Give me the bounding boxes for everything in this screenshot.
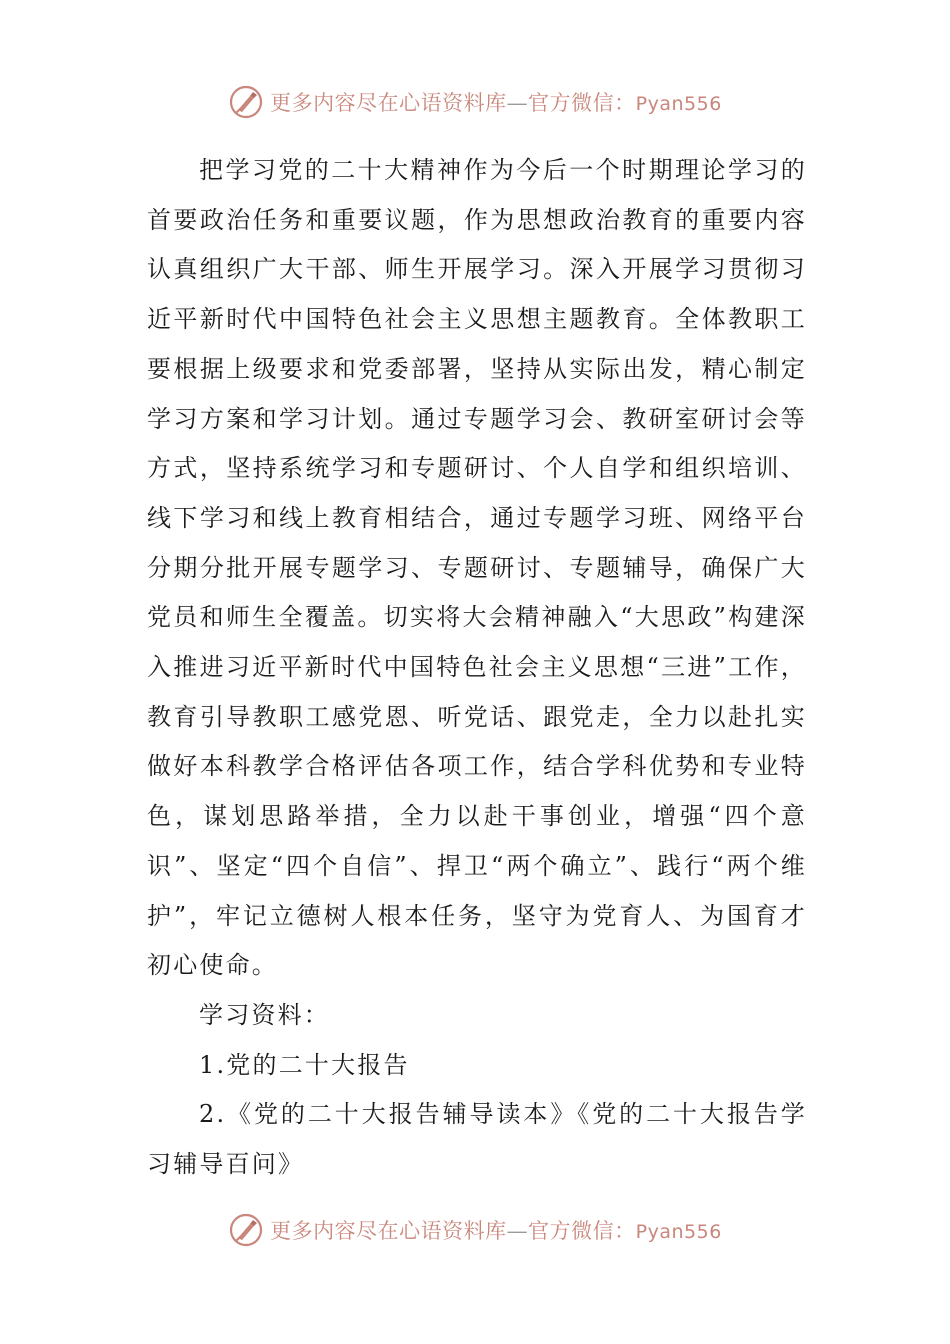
footer-watermark: [0, 1212, 950, 1248]
pen-nib-seal-icon: [228, 84, 264, 120]
watermark-text: 更多内容尽在心语资料库—官方微信：Pyan556: [270, 1219, 722, 1243]
materials-heading: 学习资料：: [199, 1000, 330, 1029]
pen-nib-seal-icon: [228, 1212, 264, 1248]
document-body: [147, 146, 807, 1190]
watermark-text: 更多内容尽在心语资料库—官方微信：Pyan556: [270, 91, 722, 115]
header-watermark: [0, 84, 950, 120]
materials-item-1: 1.党的二十大报告: [199, 1050, 410, 1079]
body-paragraph: 把学习党的二十大精神作为今后一个时期理论学习的首要政治任务和重要议题，作为思想政治教育的重要内容认真组织广大干部、师生开展学习。深入开展学习贯彻习近平新时代中国特色社会主义思想主题教育。全体教职工要根据上级要求和党委部署，坚持从实际出发，精心制定学习方案和学习计划。通过专题学习会、教研室研讨会等方式，坚持系统学习和专题研讨、个人自学和组织培训、线下学习和线上教育相结合，通过专题学习班、网络平台分期分批开展专题学习、专题研讨、专题辅导，确保广大党员和师生全覆盖。切实将大会精神融入“大思政”构建深入推进习近平新时代中国特色社会主义思想“三进”工作，教育引导教职工感党恩、听党话、跟党走，全力以赴扎实做好本科教学合格评估各项工作，结合学科优势和专业特色，谋划思路举措，全力以赴干事创业，增强“四个意识”、坚定“四个自信”、捍卫“两个确立”、践行“两个维护”，牢记立德树人根本任务，坚守为党育人、为国育才初心使命。: [147, 156, 807, 980]
materials-item-2: 2.《党的二十大报告辅导读本》《党的二十大报告学习辅导百问》: [147, 1100, 807, 1179]
